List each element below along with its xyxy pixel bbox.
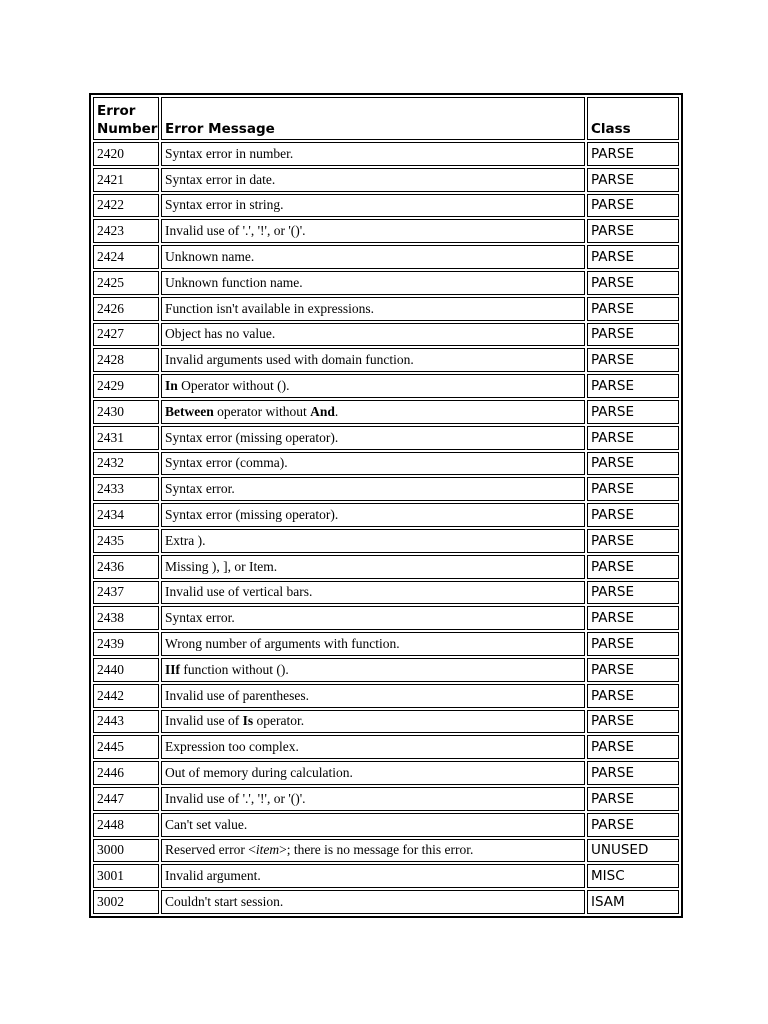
table-row bbox=[93, 297, 679, 321]
error-number-cell: 2442 bbox=[93, 684, 159, 708]
error-message-cell bbox=[161, 142, 585, 166]
error-class-cell: PARSE bbox=[587, 323, 679, 347]
message-text: Invalid arguments used with domain function. bbox=[165, 352, 414, 368]
error-class-cell: PARSE bbox=[587, 684, 679, 708]
error-class-cell: PARSE bbox=[587, 581, 679, 605]
table-row bbox=[93, 632, 679, 656]
message-text: Object has no value. bbox=[165, 326, 276, 342]
message-text: Invalid use of bbox=[165, 713, 243, 729]
header-error-message: Error Message bbox=[161, 97, 585, 140]
table-row bbox=[93, 555, 679, 579]
message-text: Unknown name. bbox=[165, 249, 255, 265]
error-number-cell: 2431 bbox=[93, 426, 159, 450]
table-row bbox=[93, 194, 679, 218]
error-message-cell bbox=[161, 735, 585, 759]
error-number-cell: 2434 bbox=[93, 503, 159, 527]
table-row bbox=[93, 452, 679, 476]
error-number-cell: 2430 bbox=[93, 400, 159, 424]
message-text: Missing ), ], or Item. bbox=[165, 558, 278, 574]
error-class-cell: PARSE bbox=[587, 735, 679, 759]
table-row bbox=[93, 813, 679, 837]
error-number-cell: 3001 bbox=[93, 864, 159, 888]
header-error-number-line2: Number bbox=[97, 121, 158, 137]
error-number-cell: 2447 bbox=[93, 787, 159, 811]
error-message-cell bbox=[161, 890, 585, 914]
header-error-number bbox=[93, 97, 159, 140]
error-number-cell: 2433 bbox=[93, 477, 159, 501]
error-number-cell: 2422 bbox=[93, 194, 159, 218]
message-text: Out of memory during calculation. bbox=[165, 765, 353, 781]
table-row bbox=[93, 503, 679, 527]
placeholder-text: item bbox=[255, 842, 280, 858]
message-text: Reserved error < bbox=[165, 842, 256, 858]
message-text: Expression too complex. bbox=[165, 739, 299, 755]
error-message-cell bbox=[161, 503, 585, 527]
error-message-cell bbox=[161, 245, 585, 269]
table-row bbox=[93, 245, 679, 269]
table-row bbox=[93, 684, 679, 708]
table-row bbox=[93, 168, 679, 192]
table-row bbox=[93, 348, 679, 372]
error-class-cell: PARSE bbox=[587, 529, 679, 553]
error-message-cell bbox=[161, 323, 585, 347]
error-class-cell: PARSE bbox=[587, 710, 679, 734]
error-class-cell: PARSE bbox=[587, 555, 679, 579]
message-text: Syntax error (comma). bbox=[165, 455, 288, 471]
message-text: Couldn't start session. bbox=[165, 894, 284, 909]
error-class-cell: PARSE bbox=[587, 658, 679, 682]
error-message-cell bbox=[161, 529, 585, 553]
message-text: Invalid use of parentheses. bbox=[165, 687, 309, 703]
error-message-cell bbox=[161, 761, 585, 785]
keyword-text: IIf bbox=[165, 661, 181, 677]
error-number-cell: 2443 bbox=[93, 710, 159, 734]
error-message-cell bbox=[161, 426, 585, 450]
table-row bbox=[93, 761, 679, 785]
error-code-table bbox=[89, 93, 683, 918]
error-number-cell: 2440 bbox=[93, 658, 159, 682]
error-message-cell bbox=[161, 710, 585, 734]
error-message-cell bbox=[161, 374, 585, 398]
error-class-cell: PARSE bbox=[587, 142, 679, 166]
message-text: Invalid use of vertical bars. bbox=[165, 584, 313, 600]
error-class-cell: PARSE bbox=[587, 632, 679, 656]
message-text: Invalid argument. bbox=[165, 868, 261, 884]
error-number-cell: 2446 bbox=[93, 761, 159, 785]
error-class-cell: PARSE bbox=[587, 477, 679, 501]
error-number-cell: 2445 bbox=[93, 735, 159, 759]
error-message-cell bbox=[161, 658, 585, 682]
table-header-row bbox=[93, 97, 679, 140]
message-text: Syntax error in date. bbox=[165, 171, 276, 187]
table-row bbox=[93, 271, 679, 295]
error-number-cell: 2429 bbox=[93, 374, 159, 398]
message-text: Function isn't available in expressions. bbox=[165, 300, 375, 316]
error-message-cell bbox=[161, 864, 585, 888]
error-class-cell: UNUSED bbox=[587, 839, 679, 863]
message-text: Can't set value. bbox=[165, 816, 248, 832]
table-row bbox=[93, 606, 679, 630]
error-message-cell bbox=[161, 219, 585, 243]
error-class-cell: MISC bbox=[587, 864, 679, 888]
error-message-cell bbox=[161, 555, 585, 579]
error-class-cell: PARSE bbox=[587, 297, 679, 321]
error-message-cell bbox=[161, 477, 585, 501]
message-text: Invalid use of '.', '!', or '()'. bbox=[165, 223, 306, 239]
message-text: Syntax error. bbox=[165, 610, 235, 626]
error-number-cell: 2420 bbox=[93, 142, 159, 166]
error-message-cell bbox=[161, 606, 585, 630]
table-row bbox=[93, 142, 679, 166]
keyword-text: In bbox=[165, 378, 178, 394]
error-number-cell: 2424 bbox=[93, 245, 159, 269]
error-number-cell: 2437 bbox=[93, 581, 159, 605]
message-text: Extra ). bbox=[165, 532, 206, 548]
error-class-cell: PARSE bbox=[587, 503, 679, 527]
table-row bbox=[93, 374, 679, 398]
header-error-number-line1: Error bbox=[97, 103, 136, 119]
error-message-cell bbox=[161, 348, 585, 372]
error-number-cell: 2428 bbox=[93, 348, 159, 372]
table-row bbox=[93, 658, 679, 682]
table-row bbox=[93, 735, 679, 759]
error-message-cell bbox=[161, 839, 585, 863]
error-message-cell bbox=[161, 787, 585, 811]
header-class: Class bbox=[587, 97, 679, 140]
error-class-cell: PARSE bbox=[587, 426, 679, 450]
error-number-cell: 2426 bbox=[93, 297, 159, 321]
message-text: Syntax error (missing operator). bbox=[165, 429, 339, 445]
error-number-cell: 2427 bbox=[93, 323, 159, 347]
error-message-cell bbox=[161, 400, 585, 424]
table-row bbox=[93, 581, 679, 605]
error-message-cell bbox=[161, 194, 585, 218]
keyword-text: And bbox=[310, 403, 335, 419]
message-text: . bbox=[334, 403, 339, 419]
error-class-cell: PARSE bbox=[587, 606, 679, 630]
table-row bbox=[93, 839, 679, 863]
error-number-cell: 3002 bbox=[93, 890, 159, 914]
table-body bbox=[93, 142, 679, 914]
message-text: Wrong number of arguments with function. bbox=[165, 636, 400, 652]
error-class-cell: PARSE bbox=[587, 245, 679, 269]
table-row bbox=[93, 219, 679, 243]
error-number-cell: 2432 bbox=[93, 452, 159, 476]
table-row bbox=[93, 710, 679, 734]
error-class-cell: PARSE bbox=[587, 194, 679, 218]
error-number-cell: 2439 bbox=[93, 632, 159, 656]
message-text: Syntax error. bbox=[165, 481, 235, 497]
error-class-cell: PARSE bbox=[587, 348, 679, 372]
error-class-cell: PARSE bbox=[587, 787, 679, 811]
table-row bbox=[93, 890, 679, 914]
error-class-cell: PARSE bbox=[587, 374, 679, 398]
message-text: operator. bbox=[253, 713, 305, 729]
table-row bbox=[93, 477, 679, 501]
message-text: function without (). bbox=[180, 661, 289, 677]
error-class-cell: PARSE bbox=[587, 219, 679, 243]
table-row bbox=[93, 787, 679, 811]
error-message-cell bbox=[161, 684, 585, 708]
message-text: Syntax error in string. bbox=[165, 197, 284, 213]
table-row bbox=[93, 400, 679, 424]
error-message-cell bbox=[161, 297, 585, 321]
message-text: Invalid use of '.', '!', or '()'. bbox=[165, 790, 306, 806]
message-text: operator without bbox=[213, 403, 311, 419]
error-number-cell: 2448 bbox=[93, 813, 159, 837]
error-class-cell: PARSE bbox=[587, 168, 679, 192]
message-text: Syntax error (missing operator). bbox=[165, 507, 339, 523]
error-class-cell: PARSE bbox=[587, 761, 679, 785]
message-text: Operator without (). bbox=[177, 378, 290, 394]
error-message-cell bbox=[161, 581, 585, 605]
error-message-cell bbox=[161, 813, 585, 837]
table-row bbox=[93, 323, 679, 347]
message-text: >; there is no message for this error. bbox=[279, 842, 474, 858]
error-class-cell: PARSE bbox=[587, 813, 679, 837]
error-class-cell: PARSE bbox=[587, 452, 679, 476]
error-number-cell: 2435 bbox=[93, 529, 159, 553]
error-class-cell: ISAM bbox=[587, 890, 679, 914]
error-number-cell: 2425 bbox=[93, 271, 159, 295]
error-message-cell bbox=[161, 452, 585, 476]
error-message-cell bbox=[161, 632, 585, 656]
table-row bbox=[93, 529, 679, 553]
message-text: Unknown function name. bbox=[165, 274, 303, 290]
error-message-cell bbox=[161, 168, 585, 192]
error-number-cell: 2436 bbox=[93, 555, 159, 579]
keyword-text: Is bbox=[242, 713, 254, 729]
table-row bbox=[93, 864, 679, 888]
error-number-cell: 2423 bbox=[93, 219, 159, 243]
error-number-cell: 2421 bbox=[93, 168, 159, 192]
error-number-cell: 3000 bbox=[93, 839, 159, 863]
table-row bbox=[93, 426, 679, 450]
error-number-cell: 2438 bbox=[93, 606, 159, 630]
message-text: Syntax error in number. bbox=[165, 145, 294, 161]
error-class-cell: PARSE bbox=[587, 400, 679, 424]
error-class-cell: PARSE bbox=[587, 271, 679, 295]
error-message-cell bbox=[161, 271, 585, 295]
keyword-text: Between bbox=[165, 403, 214, 419]
